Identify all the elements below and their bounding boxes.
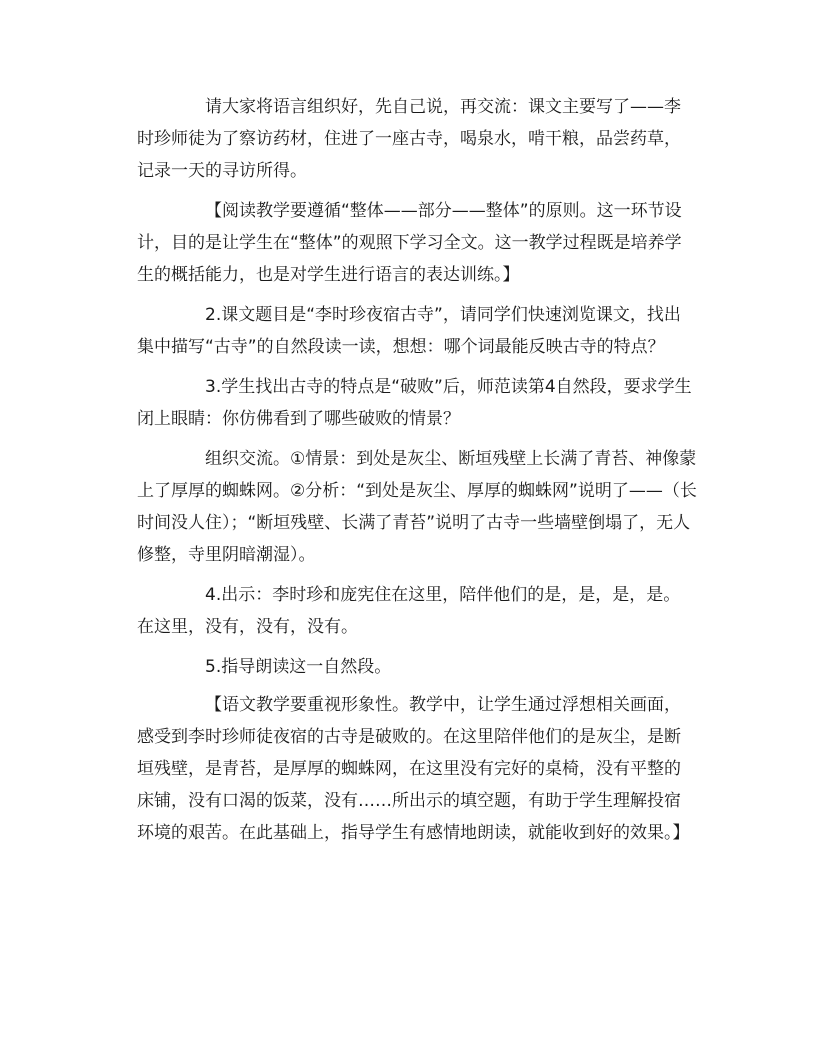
paragraph-step-3: 3.学生找出古寺的特点是“破败”后，师范读第4自然段，要求学生闭上眼睛：你仿佛看到了哪些破败的情景？: [137, 377, 692, 429]
paragraph-imagery-note: 【语文教学要重视形象性。教学中，让学生通过浮想相关画面，感受到李时珍师徒夜宿的古寺是破败的。在这里陪伴他们的是灰尘，是断垣残壁，是青苔，是厚厚的蜘蛛网，在这里没有完好的桌椅，没有平整的床铺，没有口渴的饭菜，没有……所出示的填空题，有助于学生理解投宿环境的艰苦。在此基础上，指导学生有感情地朗读，就能收到好的效果。】: [137, 695, 690, 843]
paragraph-step-4: 4.出示：李时珍和庞宪住在这里，陪伴他们的是，是，是，是。在这里，没有，没有，没有。: [137, 585, 681, 637]
paragraph-intro: 请大家将语言组织好，先自己说，再交流：课文主要写了——李时珍师徒为了察访药材，住进了一座古寺，喝泉水，啃干粮，品尝药草，记录一天的寻访所得。: [137, 97, 681, 181]
paragraph-step-5: 5.指导朗读这一自然段。: [205, 657, 392, 677]
paragraph-reading-principle: 【阅读教学要遵循“整体——部分——整体”的原则。这一环节设计，目的是让学生在“整体”的观照下学习全文。这一教学过程既是培养学生的概括能力，也是对学生进行语言的表达训练。】: [137, 201, 682, 285]
paragraph-step-2: 2.课文题目是“李时珍夜宿古寺”，请同学们快速浏览课文，找出集中描写“古寺”的自然段读一读，想想：哪个词最能反映古寺的特点？: [137, 305, 681, 357]
document-body: [137, 91, 697, 857]
paragraph-discussion: 组织交流。①情景：到处是灰尘、断垣残壁上长满了青苔、神像蒙上了厚厚的蜘蛛网。②分析：“到处是灰尘、厚厚的蜘蛛网”说明了——（长时间没人住）；“断垣残壁、长满了青苔”说明了古寺一些墙壁倒塌了，无人修整，寺里阴暗潮湿）。: [137, 449, 697, 565]
